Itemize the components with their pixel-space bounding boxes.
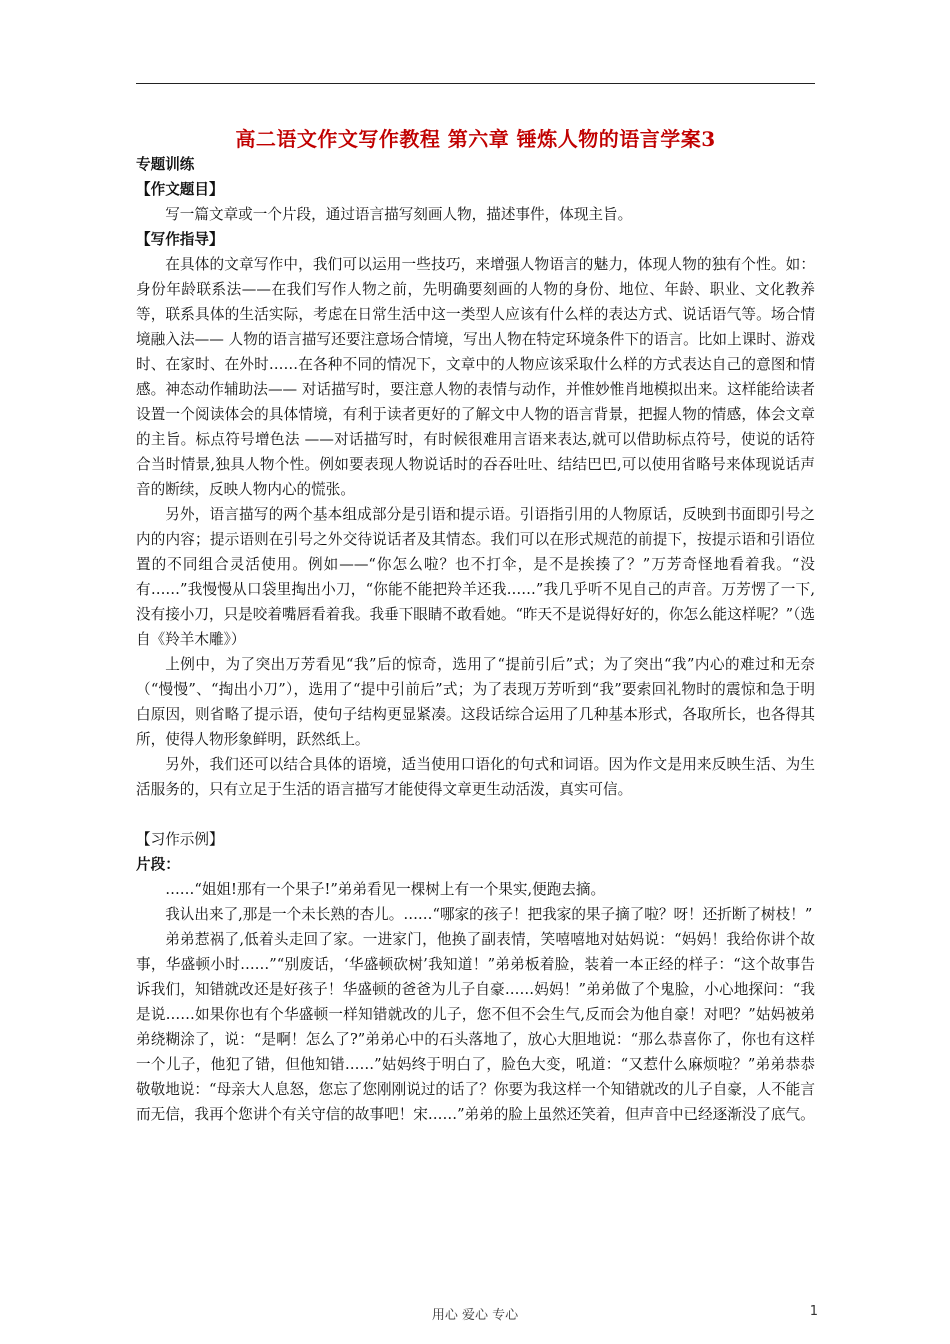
document-body: [136, 152, 815, 1127]
example-paragraph: 我认出来了,那是一个未长熟的杏儿。……“哪家的孩子！把我家的果子摘了啦？呀！还折断了树枝！”: [165, 906, 813, 923]
example-paragraph: 弟弟惹祸了,低着头走回了家。一进家门，他换了副表情，笑嘻嘻地对姑妈说：“妈妈！我给你讲个故事，华盛顿小时……”“别废话，‘华盛顿砍树’我知道！”弟弟板着脸，装着一本正经的样子：“这个故事告诉我们，知错就改还是好孩子！华盛顿的爸爸为儿子自豪……妈妈！”弟弟做了个鬼脸，小心地探问：“我是说……如果你也有个华盛顿一样知错就改的儿子，您不但不会生气,反而会为他自豪！对吧？”姑妈被弟弟绕糊涂了，说：“是啊！怎么了?”弟弟心中的石头落地了，放心大胆地说：“那么恭喜你了，你也有这样一个儿子，他犯了错，但他知错……”姑妈终于明白了，脸色大变，吼道：“又惹什么麻烦啦？”弟弟恭恭敬敬地说：“母亲大人息怒，您忘了您刚刚说过的话了？你要为我这样一个知错就改的儿子自豪，人不能言而无信，我再个您讲个有关守信的故事吧！宋……”弟弟的脸上虽然还笑着，但声音中已经逐渐没了底气。: [136, 931, 815, 1123]
footer-motto: 用心 爱心 专心: [431, 1308, 519, 1323]
guide-heading: 【写作指导】: [136, 231, 224, 248]
topic-text: 写一篇文章或一个片段，通过语言描写刻画人物，描述事件，体现主旨。: [165, 206, 633, 223]
example-paragraph: ……“姐姐!那有一个果子!”弟弟看见一棵树上有一个果实,便跑去摘。: [165, 881, 606, 898]
guide-paragraph: 在具体的文章写作中，我们可以运用一些技巧，来增强人物语言的魅力，体现人物的独有个性。如：身份年龄联系法——在我们写作人物之前，先明确要刻画的人物的身份、地位、年龄、职业、文化教养等，联系具体的生活实际，考虑在日常生活中这一类型人应该有什么样的表达方式、说话语气等。场合情境融入法—— 人物的语言描写还要注意场合情境，写出人物在特定环境条件下的语言。比如上课时、游戏时、在家时、在外时……在各种不同的情况下，文章中的人物应该采取什么样的方式表达自己的意图和情感。神态动作辅助法—— 对话描写时，要注意人物的表情与动作，并惟妙惟肖地模拟出来。这样能给读者设置一个阅读体会的具体情境，有利于读者更好的了解文中人物的语言背景，把握人物的情感，体会文章的主旨。标点符号增色法 ——对话描写时，有时候很难用言语来表达,就可以借助标点符号，使说的话符合当时情景,独具人物个性。例如要表现人物说话时的吞吞吐吐、结结巴巴,可以使用省略号来体现说话声音的断续，反映人物内心的慌张。: [136, 256, 815, 498]
guide-paragraph: 上例中，为了突出万芳看见“我”后的惊奇，选用了“提前引后”式；为了突出“我”内心的难过和无奈（“慢慢”、“掏出小刀”），选用了“提中引前后”式；为了表现万芳听到“我”要索回礼物时的震惊和急于明白原因，则省略了提示语，使句子结构更显紧凑。这段话综合运用了几种基本形式，各取所长，也各得其所，使得人物形象鲜明，跃然纸上。: [136, 656, 815, 748]
section-label: 专题训练: [136, 156, 195, 173]
guide-paragraph: 另外，语言描写的两个基本组成部分是引语和提示语。引语指引用的人物原话，反映到书面即引号之内的内容；提示语则在引号之外交待说话者及其情态。我们可以在形式规范的前提下，按提示语和引语位置的不同组合灵活使用。例如——“你怎么啦？也不打伞，是不是挨揍了？”万芳奇怪地看着我。“没有……”我慢慢从口袋里掏出小刀，“你能不能把羚羊还我……”我几乎听不见自己的声音。万芳愣了一下,没有接小刀，只是咬着嘴唇看着我。我垂下眼睛不敢看她。“昨天不是说得好好的，你怎么能这样呢？”（选自《羚羊木雕》）: [136, 506, 815, 648]
paragraph-gap: [136, 802, 815, 827]
fragment-label: 片段：: [136, 856, 180, 873]
header-rule: [136, 83, 815, 84]
example-heading: 【习作示例】: [136, 831, 224, 848]
document-title: 高二语文作文写作教程 第六章 锤炼人物的语言学案3: [235, 127, 716, 151]
topic-heading: 【作文题目】: [136, 181, 224, 198]
guide-paragraph: 另外，我们还可以结合具体的语境，适当使用口语化的句式和词语。因为作文是用来反映生活、为生活服务的，只有立足于生活的语言描写才能使得文章更生动活泼，真实可信。: [136, 756, 815, 798]
page-number: 1: [809, 1304, 818, 1319]
